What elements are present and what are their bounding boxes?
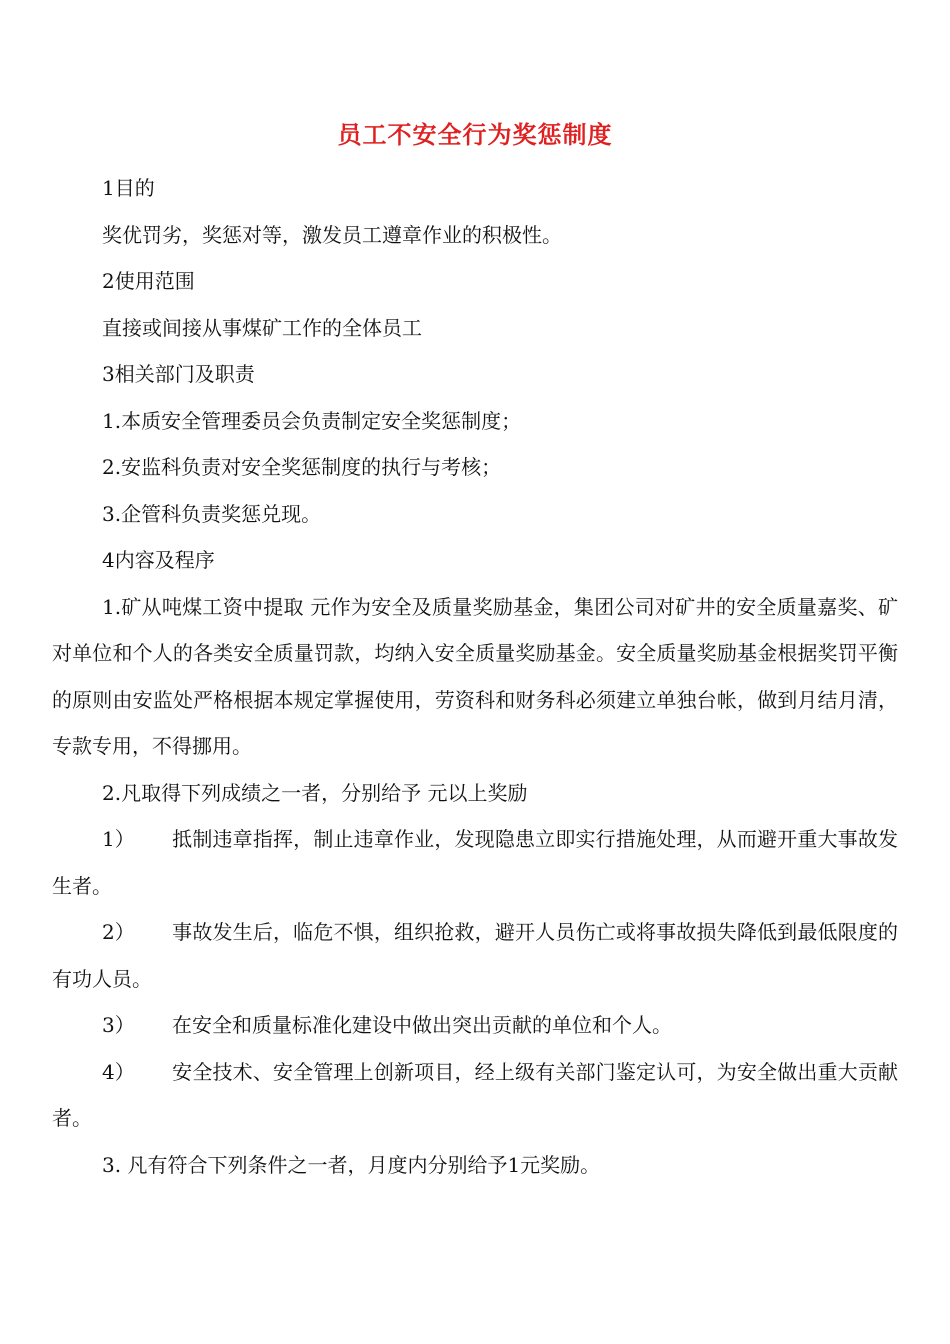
section-4-paragraph-1: 1.矿从吨煤工资中提取 元作为安全及质量奖励基金，集团公司对矿井的安全质量嘉奖、矿对单位和个人的各类安全质量罚款，均纳入安全质量奖励基金。安全质量奖励基金根据奖罚平衡的原则由安监处严格根据本规定掌握使用，劳资科和财务科必须建立单独台帐，做到月结月清，专款专用，不得挪用。 <box>52 594 898 758</box>
section-3-heading: 3相关部门及职责 <box>102 362 255 386</box>
list-item <box>52 1002 898 1049</box>
section-1-heading: 1目的 <box>102 176 155 200</box>
section-3-item-2: 2.安监科负责对安全奖惩制度的执行与考核； <box>102 455 502 479</box>
section-4-paragraph-3: 3. 凡有符合下列条件之一者，月度内分别给予1元奖励。 <box>102 1152 601 1177</box>
list-item <box>52 909 898 1002</box>
section-4-heading: 4内容及程序 <box>102 548 215 572</box>
list-item-number: 2） <box>102 920 135 944</box>
list-item <box>52 816 898 909</box>
list-item-text: 事故发生后，临危不惧，组织抢救，避开人员伤亡或将事故损失降低到最低限度的有功人员。 <box>52 920 898 991</box>
list-item-text: 在安全和质量标准化建设中做出突出贡献的单位和个人。 <box>172 1013 672 1037</box>
document-page <box>52 115 898 1188</box>
section-4-paragraph-2: 2.凡取得下列成绩之一者，分别给予 元以上奖励 <box>102 780 528 805</box>
list-item-number: 1） <box>102 827 135 851</box>
list-item-text: 安全技术、安全管理上创新项目，经上级有关部门鉴定认可，为安全做出重大贡献者。 <box>52 1059 898 1130</box>
section-3-item-1: 1.本质安全管理委员会负责制定安全奖惩制度； <box>102 408 522 433</box>
list-item-number: 4） <box>102 1059 135 1084</box>
list-item-number: 3） <box>102 1013 135 1037</box>
section-2-text: 直接或间接从事煤矿工作的全体员工 <box>102 315 422 340</box>
section-1-text: 奖优罚劣，奖惩对等，激发员工遵章作业的积极性。 <box>102 222 562 247</box>
document-title: 员工不安全行为奖惩制度 <box>337 120 613 149</box>
list-item <box>52 1049 898 1142</box>
section-3-item-3: 3.企管科负责奖惩兑现。 <box>102 501 322 526</box>
section-2-heading: 2使用范围 <box>102 269 195 293</box>
list-item-text: 抵制违章指挥，制止违章作业，发现隐患立即实行措施处理，从而避开重大事故发生者。 <box>52 827 898 898</box>
